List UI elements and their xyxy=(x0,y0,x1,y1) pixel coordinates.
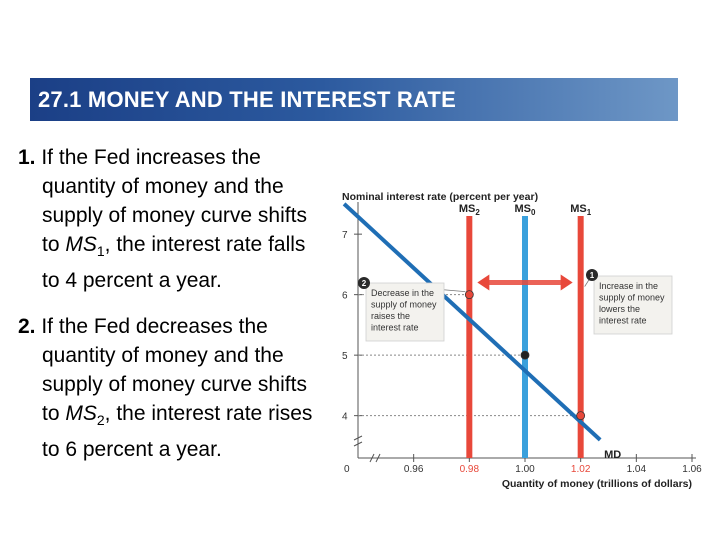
annotation-2-line-2: raises the xyxy=(371,311,411,321)
annotation-2-line-1: supply of money xyxy=(371,299,437,310)
shift-arrow-left-head xyxy=(477,275,489,291)
point-2-curve: MS xyxy=(65,402,97,426)
bullet-points xyxy=(18,143,318,481)
annotation-1-line-1: supply of money xyxy=(599,292,665,303)
point-2-text-b: , the interest rate rises to 6 percent a year. xyxy=(42,402,313,462)
equilibrium-point-0 xyxy=(465,291,473,299)
equilibrium-point-1 xyxy=(521,351,529,359)
y-axis-label: Nominal interest rate (percent per year) xyxy=(342,191,539,203)
point-2-text-a: If the Fed decreases the quantity of money and the supply of money curve shifts to xyxy=(35,315,307,426)
slide-title: 27.1 MONEY AND THE INTEREST RATE xyxy=(38,87,456,112)
supply-curve-label-2: $MS_1$ xyxy=(570,203,592,217)
money-market-chart xyxy=(330,180,710,500)
annotation-1-line-0: Increase in the xyxy=(599,281,659,291)
point-1-text-a: If the Fed increases the quantity of money and the supply of money curve shifts to xyxy=(35,146,307,256)
demand-curve-label: MD xyxy=(604,448,622,461)
origin-label: 0 xyxy=(344,464,350,475)
annotation-2-line-0: Decrease in the xyxy=(371,288,435,298)
point-1-sub: 1 xyxy=(96,243,105,260)
annotation-2-marker-number: 2 xyxy=(361,279,367,288)
x-tick-label-3: 1.02 xyxy=(570,464,591,475)
y-tick-label-4: 4 xyxy=(342,411,348,423)
shift-arrow-right-head xyxy=(561,275,573,291)
supply-curve-label-0: $MS_2$ xyxy=(458,203,480,217)
point-1-text-b: , the interest rate falls to 4 percent a year. xyxy=(42,233,306,293)
title-bar xyxy=(30,78,678,121)
y-tick-label-6: 6 xyxy=(342,290,348,302)
x-tick-label-0: 0.96 xyxy=(403,464,424,475)
point-2 xyxy=(18,312,318,464)
point-1-number: 1. xyxy=(18,146,36,169)
x-tick-label-5: 1.06 xyxy=(682,464,702,475)
x-tick-label-4: 1.04 xyxy=(626,464,647,475)
y-tick-label-7: 7 xyxy=(342,230,348,242)
annotation-2-line-3: interest rate xyxy=(371,322,419,333)
x-tick-label-2: 1.00 xyxy=(515,464,535,475)
point-2-number: 2. xyxy=(18,315,36,339)
point-1 xyxy=(18,143,318,295)
annotation-1-marker-number: 1 xyxy=(589,271,595,280)
annotation-1-line-3: interest rate xyxy=(599,315,647,326)
annotation-1-line-2: lowers the xyxy=(599,304,641,314)
x-axis-label: Quantity of money (trillions of dollars) xyxy=(501,478,692,490)
supply-curve-label-1: $MS_0$ xyxy=(514,203,536,217)
point-2-sub: 2 xyxy=(96,412,105,429)
y-tick-label-5: 5 xyxy=(342,351,348,363)
x-tick-label-1: 0.98 xyxy=(459,464,480,475)
point-1-curve: MS xyxy=(65,233,97,256)
equilibrium-point-2 xyxy=(577,412,585,420)
